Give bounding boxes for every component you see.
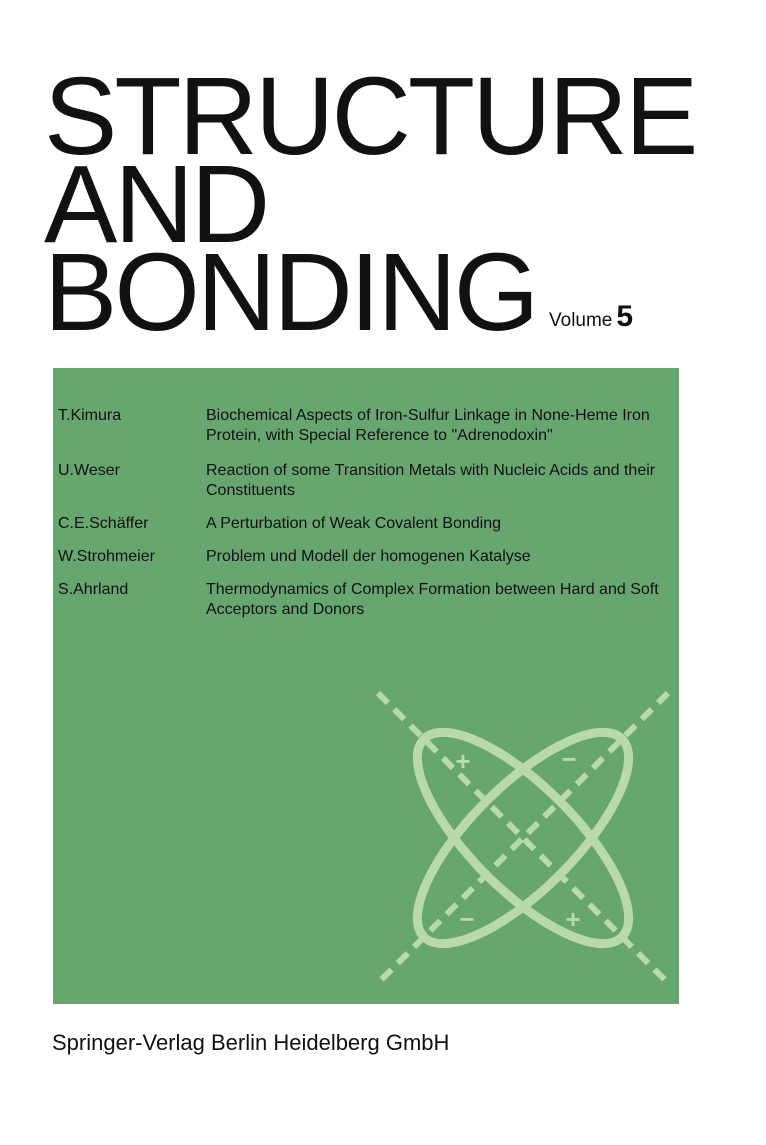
entry-author: U.Weser — [58, 462, 120, 479]
entry-title: Thermodynamics of Complex Formation between Hard and Soft Acceptors and Donors — [206, 581, 659, 618]
sign-top-left: + — [455, 746, 471, 776]
series-title-line-2: AND — [44, 143, 268, 266]
publisher-name: Springer-Verlag Berlin Heidelberg GmbH — [52, 1030, 450, 1055]
entry-title: Problem und Modell der homogenen Katalyse — [206, 548, 531, 565]
entry-author: C.E.Schäffer — [58, 515, 149, 532]
d-orbital-illustration — [373, 688, 673, 988]
entry-author: T.Kimura — [58, 407, 122, 424]
contents-panel — [53, 368, 679, 1004]
entry-title: Biochemical Aspects of Iron-Sulfur Linkage in None-Heme Iron Protein, with Special Reference to "Adrenodoxin" — [206, 407, 650, 444]
entry-author: W.Strohmeier — [58, 548, 155, 565]
entry-author: S.Ahrland — [58, 581, 129, 598]
sign-bottom-left: − — [459, 904, 475, 934]
volume-label — [549, 300, 633, 334]
sign-top-right: − — [561, 744, 577, 774]
sign-bottom-right: + — [565, 904, 581, 934]
volume-number: 5 — [616, 300, 634, 333]
entry-title: A Perturbation of Weak Covalent Bonding — [206, 515, 501, 532]
entry-title: Reaction of some Transition Metals with Nucleic Acids and their Constituents — [206, 462, 656, 499]
series-title-line-3: BONDING — [44, 231, 537, 354]
series-title-line-1: STRUCTURE — [44, 55, 696, 178]
volume-text: Volume — [549, 310, 613, 331]
